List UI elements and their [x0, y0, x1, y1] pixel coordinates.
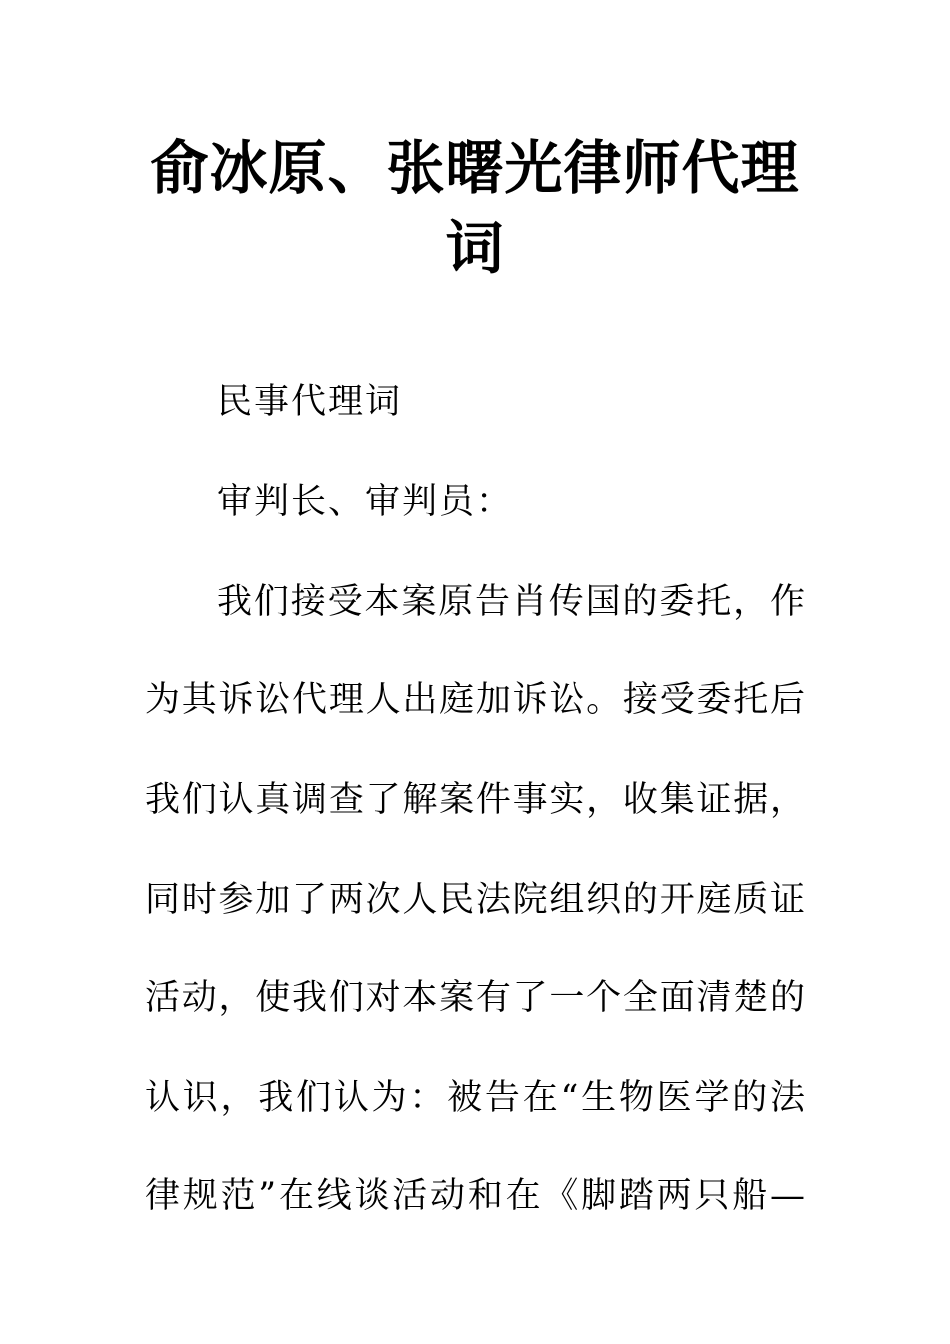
body-line: 我们接受本案原告肖传国的委托，作 — [217, 582, 805, 622]
body-line: 律规范”在线谈活动和在《脚踏两只船— — [145, 1176, 805, 1216]
document-heading: 民事代理词 — [217, 382, 403, 422]
body-line: 我们认真调查了解案件事实，收集证据， — [145, 780, 805, 820]
salutation: 审判长、审判员： — [217, 482, 514, 522]
body-line: 认识，我们认为：被告在“生物医学的法 — [145, 1078, 805, 1118]
document-title: 俞冰原、张曙光律师代理词 — [150, 134, 800, 282]
body-line: 活动，使我们对本案有了一个全面清楚的 — [145, 978, 805, 1018]
body-line: 为其诉讼代理人出庭加诉讼。接受委托后 — [145, 680, 805, 720]
body-line: 同时参加了两次人民法院组织的开庭质证 — [145, 880, 805, 920]
